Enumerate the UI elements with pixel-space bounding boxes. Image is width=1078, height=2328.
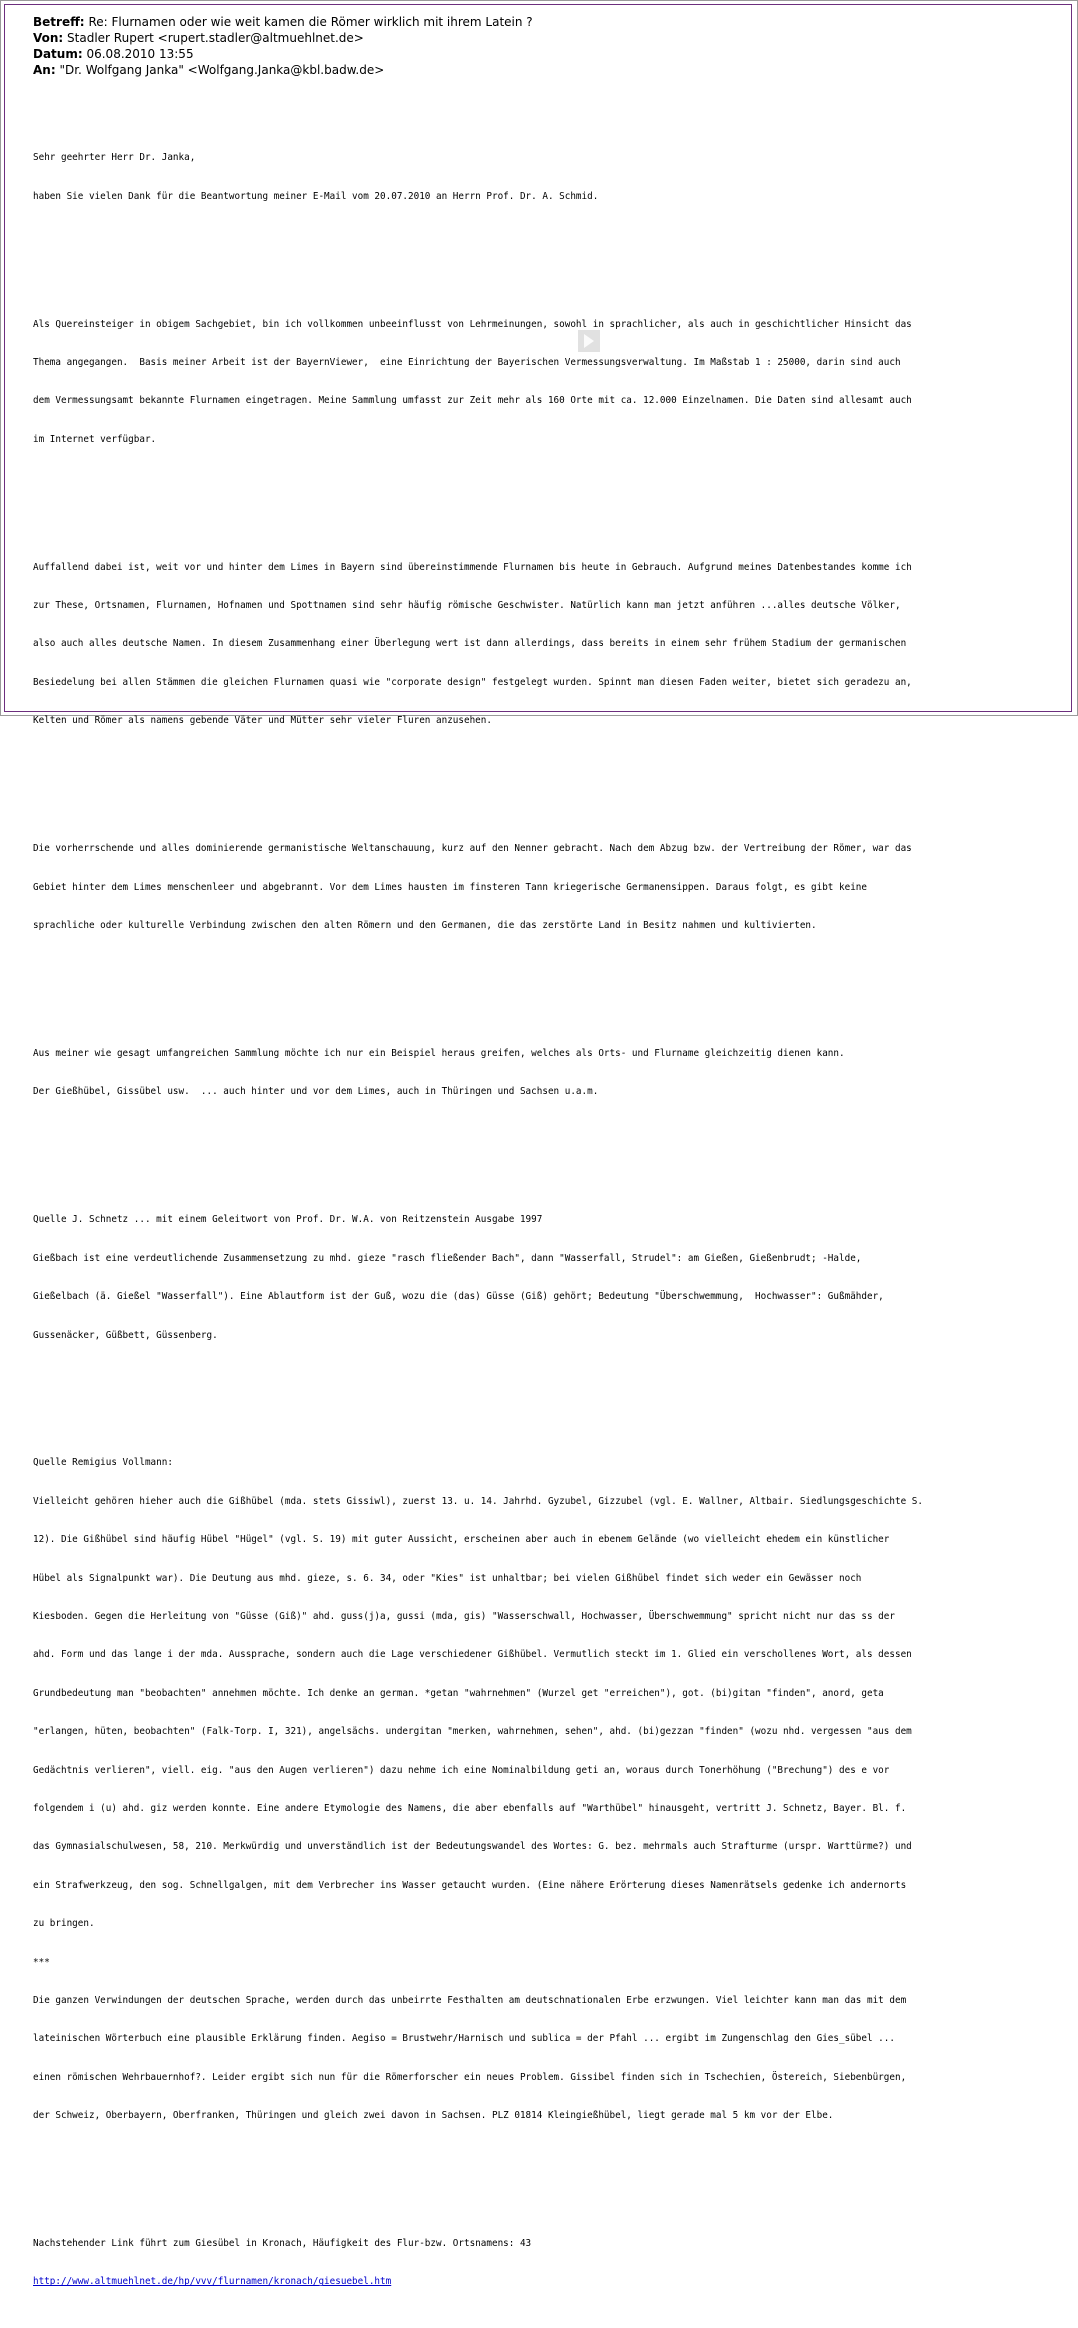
body-line: sprachliche oder kulturelle Verbindung zwischen den alten Römern und den Germanen, die das zerstörte Land in Besitz nahmen und kultivierten. — [33, 920, 817, 931]
subject-label: Betreff: — [33, 15, 85, 29]
body-line: Quelle J. Schnetz ... mit einem Geleitwort von Prof. Dr. W.A. von Reitzenstein Ausgabe 1997 — [33, 1214, 543, 1226]
body-line: Sehr geehrter Herr Dr. Janka, — [33, 152, 196, 164]
body-line: Als Quereinsteiger in obigem Sachgebiet, bin ich vollkommen unbeeinflusst von Lehrmeinungen, sowohl in sprachlicher, als auch in geschichtlicher Hinsicht das — [33, 318, 912, 330]
body-line: *** — [33, 1956, 50, 1968]
body-line: zur These, Ortsnamen, Flurnamen, Hofnamen und Spottnamen sind sehr häufig römische Geschwister. Natürlich kann man jetzt anführen ...alles deutsche Völker, — [33, 600, 901, 612]
paragraph-intro — [33, 293, 1053, 472]
body-line: Besiedelung bei allen Stämmen die gleichen Flurnamen quasi wie "corporate design" festgelegt wurden. Spinnt man diesen Faden weiter, bietet sich geradezu an, — [33, 676, 912, 688]
body-line: Gedächtnis verlieren", viell. eig. "aus den Augen verlieren") dazu nehme ich eine Nominalbildung geti an, woraus durch Tonerhöhung ("Brechung") des e vor — [33, 1764, 890, 1776]
body-line: ein Strafwerkzeug, den sog. Schnellgalgen, mit dem Verbrecher ins Wasser getaucht wurden. (Eine nähere Erörterung dieses Namenrätsels gedenke ich andernorts — [33, 1879, 907, 1891]
paragraph-greeting — [33, 127, 1053, 229]
paragraph-link-intro — [33, 2212, 1053, 2314]
paragraph-worldview — [33, 818, 1053, 959]
email-headers — [33, 14, 533, 78]
body-line: einen römischen Wehrbauernhof?. Leider ergibt sich nun für die Römerforscher ein neues Problem. Gissibel finden sich in Tschechien, Östereich, Siebenbürgen, — [33, 2071, 907, 2083]
body-line: Quelle Remigius Vollmann: — [33, 1457, 173, 1469]
paragraph-thesis — [33, 536, 1053, 754]
body-line: ahd. Form und das lange i der mda. Aussprache, sondern auch die Lage verschiedener Gißhübel. Vermutlich steckt im 1. Glied ein verschollenes Wort, als dessen — [33, 1649, 912, 1661]
body-line: Kiesboden. Gegen die Herleitung von "Güsse (Giß)" ahd. guss(j)a, gussi (mda, gis) "Wasserschwall, Hochwasser, Überschwemmung" spricht nicht nur das ss der — [33, 1611, 895, 1623]
subject-line — [33, 14, 533, 30]
date-value: 06.08.2010 13:55 — [86, 47, 194, 61]
date-label: Datum: — [33, 47, 83, 61]
from-line — [33, 30, 533, 46]
body-line: folgendem i (u) ahd. giz werden konnte. Eine andere Etymologie des Namens, die aber ebenfalls auf "Warthübel" hinausgeht, vertritt J. Schnetz, Bayer. Bl. f. — [33, 1802, 907, 1814]
body-line: Aus meiner wie gesagt umfangreichen Sammlung möchte ich nur ein Beispiel heraus greifen, welches als Orts- und Flurname gleichzeitig dienen kann. — [33, 1047, 845, 1059]
to-label: An: — [33, 63, 56, 77]
body-line: 12). Die Gißhübel sind häufig Hübel "Hügel" (vgl. S. 19) mit guter Aussicht, erscheinen aber auch in ebenem Gelände (wo vielleicht ehedem ein künstlicher — [33, 1534, 890, 1546]
body-line: im Internet verfügbar. — [33, 433, 157, 445]
from-value: Stadler Rupert <rupert.stadler@altmuehlnet.de> — [67, 31, 364, 45]
body-line: haben Sie vielen Dank für die Beantwortung meiner E-Mail vom 20.07.2010 an Herrn Prof. Dr. A. Schmid. — [33, 190, 599, 202]
body-line: Hübel als Signalpunkt war). Die Deutung aus mhd. gieze, s. 6. 34, oder "Kies" ist unhaltbar; bei vielen Gißhübel findet sich weder ein Gewässer noch — [33, 1572, 862, 1584]
body-line: Vielleicht gehören hieher auch die Gißhübel (mda. stets Gissiwl), zuerst 13. u. 14. Jahrhd. Gyzubel, Gizzubel (vgl. E. Wallner, Altbair. Siedlungsgeschichte S. — [33, 1495, 923, 1507]
cursor-icon — [578, 330, 600, 352]
body-line: Auffallend dabei ist, weit vor und hinter dem Limes in Bayern sind übereinstimmende Flurnamen bis heute in Gebrauch. Aufgrund meines Datenbestandes komme ich — [33, 561, 912, 573]
body-line: das Gymnasialschulwesen, 58, 210. Merkwürdig und unverständlich ist der Bedeutungswandel des Wortes: G. bez. mehrmals auch Strafturme (urspr. Warttürme?) und — [33, 1841, 912, 1853]
body-line: "erlangen, hüten, beobachten" (Falk-Torp. I, 321), angelsächs. undergitan "merken, wahrnehmen, sehen", ahd. (bi)gezzan "finden" (wozu nhd. vergessen "aus dem — [33, 1726, 912, 1738]
body-line: Nachstehender Link führt zum Giesübel in Kronach, Häufigkeit des Flur-bzw. Ortsnamens: 43 — [33, 2238, 532, 2250]
body-line: zu bringen. — [33, 1918, 95, 1930]
email-body — [33, 101, 1053, 2328]
body-line: also auch alles deutsche Namen. In diesem Zusammenhang einer Überlegung wert ist dann allerdings, dass bereits in einem sehr frühem Stadium der germanischen — [33, 638, 907, 650]
body-line: der Schweiz, Oberbayern, Oberfranken, Thüringen und gleich zwei davon in Sachsen. PLZ 01814 Kleingießhübel, liegt gerade mal 5 km vor der Elbe. — [33, 2110, 834, 2122]
to-line — [33, 62, 533, 78]
giesuebel-link[interactable]: http://www.altmuehlnet.de/hp/vvv/flurnamen/kronach/giesuebel.htm — [33, 2276, 392, 2288]
paragraph-vollmann — [33, 1432, 1053, 2149]
body-line: Kelten und Römer als namens gebende Väter und Mütter sehr vieler Fluren anzusehen. — [33, 715, 492, 727]
to-value: "Dr. Wolfgang Janka" <Wolfgang.Janka@kbl.badw.de> — [59, 63, 385, 77]
body-line: Gießelbach (ä. Gießel "Wasserfall"). Eine Ablautform ist der Guß, wozu die (das) Güsse (Giß) gehört; Bedeutung "Überschwemmung, Hochwasser": Gußmähder, — [33, 1291, 884, 1303]
body-line: Gießbach ist eine verdeutlichende Zusammensetzung zu mhd. gieze "rasch fließender Bach", dann "Wasserfall, Strudel": am Gießen, Gießenbrudt; -Halde, — [33, 1252, 862, 1264]
body-line: Thema angegangen. Basis meiner Arbeit ist der BayernViewer, eine Einrichtung der Bayerischen Vermessungsverwaltung. Im Maßstab 1 : 25000, darin sind auch — [33, 356, 901, 368]
body-line: Grundbedeutung man "beobachten" annehmen möchte. Ich denke an german. *getan "wahrnehmen" (Wurzel get "erreichen"), got. (bi)gitan "finden", anord, geta — [33, 1687, 884, 1699]
paragraph-schnetz — [33, 1189, 1053, 1368]
date-line — [33, 46, 533, 62]
body-line: Gussenäcker, Güßbett, Güssenberg. — [33, 1329, 218, 1341]
body-line: Die ganzen Verwindungen der deutschen Sprache, werden durch das unbeirrte Festhalten am deutschnationalen Erbe erzwungen. Viel leichter kann man das mit dem — [33, 1994, 907, 2006]
body-line: dem Vermessungsamt bekannte Flurnamen eingetragen. Meine Sammlung umfasst zur Zeit mehr als 160 Orte mit ca. 12.000 Einzelnamen. Die Daten sind allesamt auch — [33, 395, 912, 407]
body-line: Der Gießhübel, Gissübel usw. ... auch hinter und vor dem Limes, auch in Thüringen und Sachsen u.a.m. — [33, 1086, 599, 1098]
body-line: Gebiet hinter dem Limes menschenleer und abgebrannt. Vor dem Limes hausten im finsteren Tann kriegerische Germanensippen. Daraus folgt, es gibt keine — [33, 881, 867, 893]
subject-value: Re: Flurnamen oder wie weit kamen die Römer wirklich mit ihrem Latein ? — [88, 15, 533, 29]
body-line: lateinischen Wörterbuch eine plausible Erklärung finden. Aegiso = Brustwehr/Harnisch und sublica = der Pfahl ... ergibt im Zungenschlag den Gies_sübel ... — [33, 2033, 895, 2045]
from-label: Von: — [33, 31, 64, 45]
paragraph-example — [33, 1022, 1053, 1124]
body-line: Die vorherrschende und alles dominierende germanistische Weltanschauung, kurz auf den Nenner gebracht. Nach dem Abzug bzw. der Vertreibung der Römer, war das — [33, 843, 912, 855]
